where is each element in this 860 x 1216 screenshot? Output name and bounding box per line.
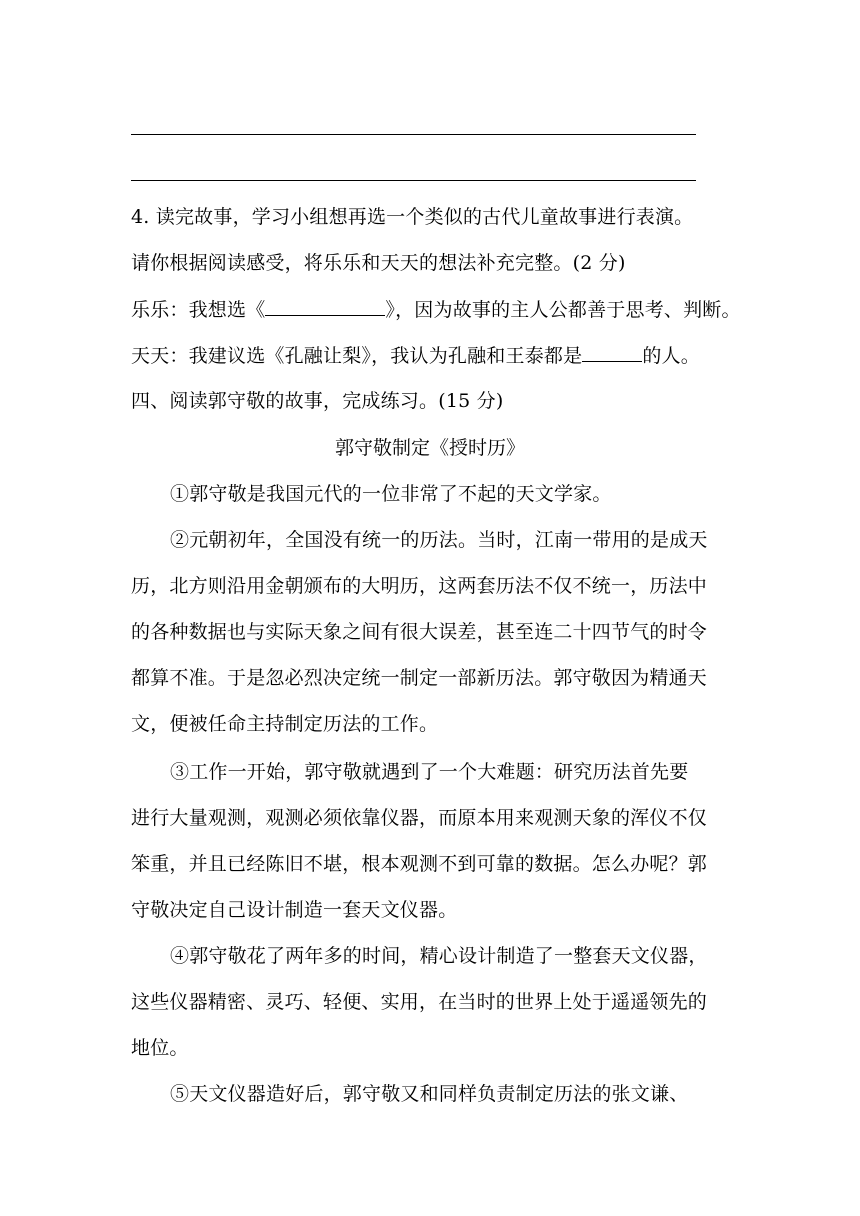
passage-title: 郭守敬制定《授时历》 <box>334 437 525 459</box>
question-4-line-1: 4. 读完故事，学习小组想再选一个类似的古代儿童故事进行表演。 <box>131 206 694 228</box>
paragraph-2-line-4: 都算不准。于是忽必烈决定统一制定一部新历法。郭守敬因为精通天 <box>131 667 708 689</box>
tiantian-suffix: 的人。 <box>642 345 700 367</box>
tiantian-prefix: 天天：我建议选《孔融让梨》，我认为孔融和王泰都是 <box>131 345 583 367</box>
lele-suffix: 》，因为故事的主人公都善于思考、判断。 <box>385 299 741 321</box>
answer-line-2 <box>131 180 696 181</box>
paragraph-4-line-2: 这些仪器精密、灵巧、轻便、实用，在当时的世界上处于遥遥领先的 <box>131 991 708 1013</box>
tiantian-blank[interactable] <box>582 343 642 362</box>
paragraph-4-line-3: 地位。 <box>131 1037 189 1059</box>
answer-line-1 <box>131 134 696 135</box>
question-4-line-2: 请你根据阅读感受，将乐乐和天天的想法补充完整。(2 分) <box>131 252 626 274</box>
paragraph-2-line-1: ②元朝初年，全国没有统一的历法。当时，江南一带用的是成天 <box>170 529 708 551</box>
paragraph-3-line-1: ③工作一开始，郭守敬就遇到了一个大难题：研究历法首先要 <box>170 761 689 783</box>
lele-answer <box>131 297 741 322</box>
paragraph-5-line-1: ⑤天文仪器造好后，郭守敬又和同样负责制定历法的张文谦、 <box>170 1083 689 1105</box>
paragraph-3-line-4: 守敬决定自己设计制造一套天文仪器。 <box>131 899 458 921</box>
section-4-heading: 四、阅读郭守敬的故事，完成练习。(15 分) <box>131 390 504 412</box>
paragraph-3-line-2: 进行大量观测，观测必须依靠仪器，而原本用来观测天象的浑仪不仅 <box>131 807 708 829</box>
paragraph-2-line-2: 历，北方则沿用金朝颁布的大明历，这两套历法不仅不统一，历法中 <box>131 575 708 597</box>
tiantian-answer <box>131 343 731 368</box>
paragraph-3-line-3: 笨重，并且已经陈旧不堪，根本观测不到可靠的数据。怎么办呢？郭 <box>131 853 708 875</box>
paragraph-4-line-1: ④郭守敬花了两年多的时间，精心设计制造了一整套天文仪器， <box>170 945 708 967</box>
paragraph-1-line-1: ①郭守敬是我国元代的一位非常了不起的天文学家。 <box>170 483 612 505</box>
lele-blank[interactable] <box>265 297 385 316</box>
paragraph-2-line-5: 文，便被任命主持制定历法的工作。 <box>131 713 439 735</box>
lele-prefix: 乐乐：我想选《 <box>131 299 266 321</box>
paragraph-2-line-3: 的各种数据也与实际天象之间有很大误差，甚至连二十四节气的时令 <box>131 621 708 643</box>
